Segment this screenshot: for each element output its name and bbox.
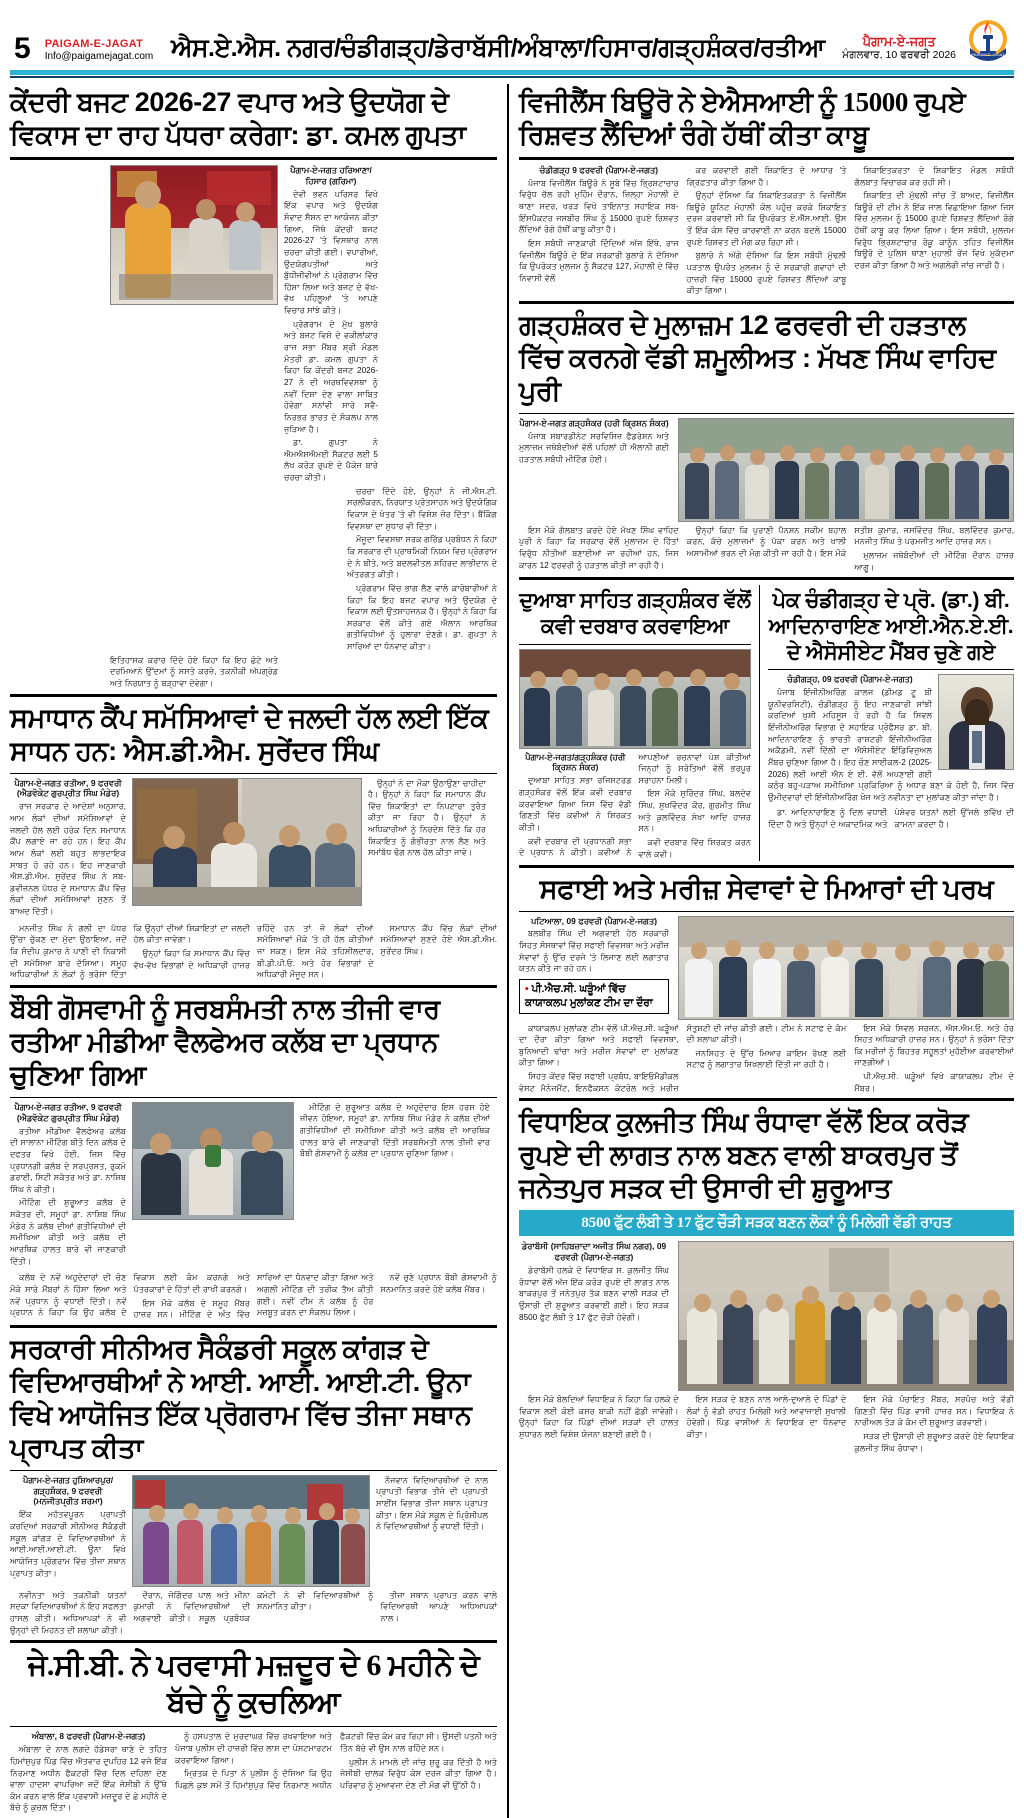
divider	[10, 773, 497, 774]
budget-para-1: ਦੇਵੀ ਭਵਨ ਪਰਿਸਰ ਵਿਖੇ ਇੱਕ ਵਪਾਰ ਅਤੇ ਉਦਯੋਗ ਸੰਵਾਦ ਸੈਸ਼ਨ ਦਾ ਆਯੋਜਨ ਕੀਤਾ ਗਿਆ, ਜਿੱਥੇ ਕੇਂਦਰੀ ਬਜਟ 2026-27 'ਤੇ ਵਿਸਥਾਰ ਨਾਲ ਚਰਚਾ ਕੀਤੀ ਗਈ। ਵਪਾਰੀਆਂ, ਉਦਯੋਗਪਤੀਆਂ ਅਤੇ ਬੁੱਧੀਜੀਵੀਆਂ ਨੇ ਪ੍ਰੋਗਰਾਮ ਵਿੱਚ ਹਿੱਸਾ ਲਿਆ ਅਤੇ ਬਜਟ ਦੇ ਵੱਖ-ਵੱਖ ਪਹਿਲੂਆਂ 'ਤੇ ਆਪਣੇ ਵਿਚਾਰ ਸਾਂਝੇ ਕੀਤੇ।	[284, 189, 378, 316]
bobby-dateline: ਪੈਗਾਮ-ਏ-ਜਗਤ ਰਤੀਆ, 9 ਫਰਵਰੀ (ਐਡਵੋਕੇਟ ਗੁਰਪ੍ਰੀਤ ਸਿੰਘ ਮੰਡੇਰ)	[14, 1101, 122, 1123]
bobby-photo	[132, 1102, 294, 1220]
school-dateline: ਪੈਗਾਮ-ਏ-ਜਗਤ ਹੁਸ਼ਿਆਰਪੁਰ/ਗੜ੍ਹਸ਼ੰਕਰ, 9 ਫਰਵਰੀ (ਮਨਜੀਤਪ੍ਰੀਤ ਸ਼ਰਮਾ)	[22, 1474, 114, 1507]
safai-para-2: ਕਾਯਾਕਲਪ ਮੁਲਾਂਕਣ ਟੀਮ ਵੱਲੋਂ ਪੀ.ਐਚ.ਸੀ. ਘੜੂੰਆਂ ਦਾ ਦੌਰਾ ਕੀਤਾ ਗਿਆ ਅਤੇ ਸਫਾਈ ਵਿਵਸਥਾ, ਬੁਨਿਆਦੀ ਢਾਂਚਾ ਅਤੇ ਮਰੀਜ਼ ਸੇਵਾਵਾਂ ਦਾ ਮੁਲਾਂਕਣ ਕੀਤਾ ਗਿਆ।	[519, 1023, 679, 1068]
strike-caption: ਮੁਲਾਜ਼ਮ ਜਥੇਬੰਦੀਆਂ ਦੀ ਮੀਟਿੰਗ ਦੌਰਾਨ ਹਾਜ਼ਰ ਆਗੂ।	[854, 551, 1014, 572]
jcb-para-4: ਪੁਲੀਸ ਨੇ ਮਾਮਲੇ ਦੀ ਜਾਂਚ ਸ਼ੁਰੂ ਕਰ ਦਿੱਤੀ ਹੈ ਅਤੇ ਜੇਸੀਬੀ ਚਾਲਕ ਵਿਰੁੱਧ ਕੇਸ ਦਰਜ ਕੀਤਾ ਗਿਆ ਹੈ। ਪਰਿਵਾਰ ਨੂੰ ਮੁਆਵਜ਼ਾ ਦੇਣ ਦੀ ਮੰਗ ਵੀ ਉੱਠੀ ਹੈ।	[340, 1757, 497, 1790]
vigilance-para-4: ਉਨ੍ਹਾਂ ਦੱਸਿਆ ਕਿ ਸ਼ਿਕਾਇਤਕਰਤਾ ਨੇ ਵਿਜੀਲੈਂਸ ਬਿਊਰੋ ਯੂਨਿਟ ਮੋਹਾਲੀ ਕੋਲ ਪਹੁੰਚ ਕਰਕੇ ਸ਼ਿਕਾਇਤ ਦਰਜ ਕਰਵਾਈ ਸੀ ਕਿ ਉਪਰੋਕਤ ਏ.ਐੱਸ.ਆਈ. ਉਸ ਤੋਂ ਇੱਕ ਕੇਸ ਵਿੱਚ ਕਾਰਵਾਈ ਨਾ ਕਰਨ ਬਦਲੇ 15000 ਰੁਪਏ ਰਿਸ਼ਵਤ ਦੀ ਮੰਗ ਕਰ ਰਿਹਾ ਸੀ।	[686, 191, 847, 247]
budget-photo	[110, 165, 278, 305]
samadhan-para-3: ਮਨਜੀਤ ਸਿੰਘ ਨੇ ਗਲੀ ਦਾ ਪੱਧਰ ਉੱਚਾ ਚੁੱਕਣ ਦਾ ਮੁੱਦਾ ਉਠਾਇਆ, ਜਦੋਂ ਕਿ ਸੰਦੀਪ ਕੁਮਾਰ ਨੇ ਪਾਣੀ ਦੀ ਨਿਕਾਸੀ ਦੀ ਸਮੱਸਿਆ ਬਾਰੇ ਦੱਸਿਆ। ਸਮੂਹ ਅਧਿਕਾਰੀਆਂ ਨੇ ਲੋਕਾਂ ਨੂੰ ਭਰੋਸਾ ਦਿੱਤਾ ਕਿ ਉਨ੍ਹਾਂ ਦੀਆਂ ਸ਼ਿਕਾਇਤਾਂ ਦਾ ਜਲਦੀ ਹੱਲ ਕੀਤਾ ਜਾਵੇਗਾ।	[10, 923, 250, 980]
divider	[519, 301, 1014, 304]
safai-col1	[519, 916, 669, 1019]
article-kavi-darbar	[519, 585, 751, 860]
budget-para-6: ਪ੍ਰੋਗਰਾਮ ਵਿੱਚ ਭਾਗ ਲੈਣ ਵਾਲੇ ਕਾਰੋਬਾਰੀਆਂ ਨੇ ਕਿਹਾ ਕਿ ਇਹ ਬਜਟ ਵਪਾਰ ਅਤੇ ਉਦਯੋਗ ਦੇ ਵਿਕਾਸ ਲਈ ਉਤਸ਼ਾਹਜਨਕ ਹੈ। ਉਨ੍ਹਾਂ ਨੇ ਕਿਹਾ ਕਿ ਸਰਕਾਰ ਵੱਲੋਂ ਕੀਤੇ ਗਏ ਐਲਾਨ ਆਰਥਿਕ ਗਤੀਵਿਧੀਆਂ ਨੂੰ ਹੁਲਾਰਾ ਦੇਣਗੇ। ਡਾ. ਗੁਪਤਾ ਨੇ ਸਾਰਿਆਂ ਦਾ ਧੰਨਵਾਦ ਕੀਤਾ।	[347, 583, 498, 652]
kavi-caption: ਕਵੀ ਦਰਬਾਰ ਵਿੱਚ ਸ਼ਿਰਕਤ ਕਰਨ ਵਾਲੇ ਕਵੀ।	[638, 838, 752, 859]
vigilance-para-3: ਕਰ ਕਰਵਾਈ ਗਈ ਸ਼ਿਕਾਇਤ ਦੇ ਆਧਾਰ 'ਤੇ ਗ੍ਰਿਫ਼ਤਾਰ ਕੀਤਾ ਗਿਆ ਹੈ।	[686, 165, 847, 187]
page-number: 5	[14, 32, 31, 65]
bullet-dot-icon: •	[525, 982, 529, 995]
kavi-body	[519, 752, 751, 861]
school-col1	[10, 1475, 126, 1582]
bobby-para-4: ਕਲੱਬ ਦੇ ਨਵੇਂ ਅਹੁਦੇਦਾਰਾਂ ਦੀ ਚੋਣ ਮੌਕੇ ਸਾਰੇ ਮੈਂਬਰਾਂ ਨੇ ਹਿੱਸਾ ਲਿਆ ਅਤੇ ਨਵੇਂ ਪ੍ਰਧਾਨ ਨੂੰ ਵਧਾਈ ਦਿੱਤੀ। ਨਵੇਂ ਪ੍ਰਧਾਨ ਨੇ ਕਿਹਾ ਕਿ ਉਹ ਕਲੱਬ ਦੇ ਵਿਕਾਸ ਲਈ ਕੰਮ ਕਰਨਗੇ ਅਤੇ ਪੱਤਰਕਾਰਾਂ ਦੇ ਹਿੱਤਾਂ ਦੀ ਰਾਖੀ ਕਰਨਗੇ।	[10, 1273, 250, 1318]
jcb-headline: ਜੇ.ਸੀ.ਬੀ. ਨੇ ਪਰਵਾਸੀ ਮਜ਼ਦੂਰ ਦੇ 6 ਮਹੀਨੇ ਦੇ ਬੱਚੇ ਨੂੰ ਕੁਚਲਿਆ	[27, 1649, 480, 1719]
safai-para-4: ਜਨਸਿਹਤ ਦੇ ਉੱਚ ਮਿਆਰ ਕਾਇਮ ਰੱਖਣ ਲਈ ਸਟਾਫ ਨੂੰ ਲਗਾਤਾਰ ਸਿਖਲਾਈ ਦਿੱਤੀ ਜਾ ਰਹੀ ਹੈ।	[686, 1048, 847, 1070]
vigilance-para-5: ਬੁਲਾਰੇ ਨੇ ਅੱਗੇ ਦੱਸਿਆ ਕਿ ਇਸ ਸਬੰਧੀ ਮੁੱਢਲੀ ਪੜਤਾਲ ਉਪਰੰਤ ਮੁਲਜ਼ਮ ਨੂੰ ਦੋ ਸਰਕਾਰੀ ਗਵਾਹਾਂ ਦੀ ਹਾਜ਼ਰੀ ਵਿੱਚ 15000 ਰੁਪਏ ਰਿਸ਼ਵਤ ਲੈਂਦਿਆਂ ਕਾਬੂ ਕੀਤਾ ਗਿਆ।	[686, 251, 847, 296]
samadhan-para-2: ਉਨ੍ਹਾਂ ਨੇ ਦਾ ਮੌਕਾ ਉਠਾਉਣਾ ਚਾਹੀਦਾ ਹੈ। ਉਨ੍ਹਾਂ ਨੇ ਕਿਹਾ ਕਿ ਸਮਾਧਾਨ ਕੈਂਪ ਵਿੱਚ ਸ਼ਿਕਾਇਤਾਂ ਦਾ ਨਿਪਟਾਰਾ ਤੁਰੰਤ ਕੀਤਾ ਜਾ ਰਿਹਾ ਹੈ। ਉਨ੍ਹਾਂ ਨੇ ਅਧਿਕਾਰੀਆਂ ਨੂੰ ਨਿਰਦੇਸ਼ ਦਿੱਤੇ ਕਿ ਹਰ ਸ਼ਿਕਾਇਤ ਨੂੰ ਗੰਭੀਰਤਾ ਨਾਲ ਲੈਣ ਅਤੇ ਸਮਾਂਬੱਧ ਢੰਗ ਨਾਲ ਹੱਲ ਕੀਤਾ ਜਾਵੇ।	[368, 778, 486, 858]
budget-headline: ਕੇਂਦਰੀ ਬਜਟ 2026-27 ਵਪਾਰ ਅਤੇ ਉਦਯੋਗ ਦੇ ਵਿਕਾਸ ਦਾ ਰਾਹ ਪੱਧਰਾ ਕਰੇਗਾ: ਡਾ. ਕਮਲ ਗੁਪਤਾ	[10, 87, 466, 150]
bobby-para-1: ਰਤੀਆ ਮੀਡੀਆ ਵੈਲਫੇਅਰ ਕਲੱਬ ਦੀ ਸਾਲਾਨਾ ਮੀਟਿੰਗ ਬੀਤੇ ਦਿਨ ਕਲੱਬ ਦੇ ਦਫਤਰ ਵਿਖੇ ਹੋਈ, ਜਿਸ ਵਿੱਚ ਪ੍ਰਧਾਨਗੀ ਕਲੱਬ ਦੇ ਸਰਪ੍ਰਸਤ, ਰੁਕਮੋ ਡਰਾਈ, ਸਿਟੀ ਸਕੱਤਰ ਅਤੇ ਡਾ. ਨਾਸ਼ਿਬ ਸਿੰਘ ਨੇ ਕੀਤੀ।	[10, 1126, 126, 1194]
jcb-para-1: ਅੰਬਾਲਾ ਦੇ ਨਾਲ ਲਗਦੇ ਹੱਡੇਸਰਾ ਥਾਣੇ ਦੇ ਤਹਿਤ ਹਿਮਾਂਸ਼ੁਪੁਰ ਪਿੰਡ ਵਿੱਚ ਐਤਵਾਰ ਦੁਪਹਿਰ 12 ਵਜੇ ਇੱਕ ਨਿਰਮਾਣ ਅਧੀਨ ਫੈਕਟਰੀ ਵਿੱਚ ਦਿਲ ਦਹਿਲਾ ਦੇਣ ਵਾਲਾ ਹਾਦਸਾ ਵਾਪਰਿਆ ਜਦੋਂ ਇੱਕ ਜੇਸੀਬੀ ਨੇ ਉੱਥੇ ਕੰਮ ਕਰਨ ਵਾਲੇ ਇੱਕ ਪ੍ਰਵਾਸੀ ਮਜ਼ਦੂਰ ਦੇ ਛੇ ਮਹੀਨੇ ਦੇ ਬੱਚੇ ਨੂੰ ਕੁਚਲ ਦਿੱਤਾ।	[10, 1745, 167, 1813]
safai-para-3: ਸਿਹਤ ਕੇਂਦਰ ਵਿੱਚ ਸਫਾਈ ਪ੍ਰਬੰਧ, ਬਾਇਓਮੈਡੀਕਲ ਵੇਸਟ ਮੈਨੇਜਮੈਂਟ, ਇਨਫੈਕਸ਼ਨ ਕੰਟਰੋਲ ਅਤੇ ਮਰੀਜ਼ ਸੰਤੁਸ਼ਟੀ ਦੀ ਜਾਂਚ ਕੀਤੀ ਗਈ। ਟੀਮ ਨੇ ਸਟਾਫ ਦੇ ਕੰਮ ਦੀ ਸ਼ਲਾਘਾ ਕੀਤੀ।	[519, 1023, 847, 1093]
masthead-cyan-rule	[10, 70, 1014, 75]
strike-lower	[519, 525, 1014, 574]
article-jcb	[10, 1648, 497, 1814]
sub-column-divider	[759, 585, 760, 860]
budget-para-5: ਮੌਜੂਦਾ ਵਿਵਸਥਾ ਸਰਕ ਗਰਿੱਡ ਪ੍ਰਬੰਧਨ ਨੇ ਕਿਹਾ ਕਿ ਸਰਕਾਰ ਦੀ ਪ੍ਰਾਥਮਿਕੀ ਨਿਯਮ ਵਿਚ ਪ੍ਰੋਗਰਾਮ ਦੇ ਨੇ ਬੀਤੇ, ਅਤੇ ਬਦਲਵੀਤਲ ਸ਼ਹਿਰਦ ਲਾਭੀਦਾਨ ਦੇ ਅੰਤਰਗਤ ਕੀਤੀ।	[347, 535, 498, 580]
safai-bullet-box	[519, 979, 669, 1014]
dual-article-row	[519, 585, 1014, 860]
samadhan-photo	[132, 778, 362, 906]
road-headline: ਵਿਧਾਇਕ ਕੁਲਜੀਤ ਸਿੰਘ ਰੰਧਾਵਾ ਵੱਲੋਂ ਇਕ ਕਰੋੜ ਰੁਪਏ ਦੀ ਲਾਗਤ ਨਾਲ ਬਣਨ ਵਾਲੀ ਬਾਕਰਪੁਰ ਤੋਂ ਜਨੇਤਪੁਰ ਸੜਕ ਦੀ ਉਸਾਰੀ ਦੀ ਸ਼ੁਰੂਆਤ	[519, 1107, 969, 1204]
bobby-caption: ਨਵੇਂ ਚੁਣੇ ਪ੍ਰਧਾਨ ਬੌਬੀ ਗੋਸਵਾਮੀ ਨੂੰ ਸਨਮਾਨਿਤ ਕਰਦੇ ਹੋਏ ਕਲੱਬ ਮੈਂਬਰ।	[380, 1273, 497, 1294]
bobby-headline: ਬੌਬੀ ਗੋਸਵਾਮੀ ਨੂੰ ਸਰਬਸੰਮਤੀ ਨਾਲ ਤੀਜੀ ਵਾਰ ਰਤੀਆ ਮੀਡੀਆ ਵੈਲਫੇਅਰ ਕਲੱਬ ਦਾ ਪ੍ਰਧਾਨ ਚੁਣਿਆ ਗਿਆ	[10, 993, 440, 1090]
vigilance-body	[519, 165, 1014, 297]
brand-name: PAIGAM-E-JAGAT	[44, 37, 144, 50]
safai-photo	[678, 916, 1014, 1020]
kavi-para-2: ਕਵੀ ਦਰਬਾਰ ਦੀ ਪ੍ਰਧਾਨਗੀ ਸਭਾ ਦੇ ਪ੍ਰਧਾਨ ਨੇ ਕੀਤੀ। ਕਵੀਆਂ ਨੇ ਆਪਣੀਆਂ ਰਚਨਾਵਾਂ ਪੇਸ਼ ਕੀਤੀਆਂ ਜਿਨ੍ਹਾਂ ਨੂੰ ਸਰੋਤਿਆਂ ਵੱਲੋਂ ਭਰਪੂਰ ਸਰਾਹਨਾ ਮਿਲੀ।	[519, 752, 752, 858]
divider	[768, 669, 1014, 670]
vigilance-dateline: ਚੰਡੀਗੜ੍ਹ 9 ਫਰਵਰੀ (ਪੈਗਾਮ-ਏ-ਜਗਤ)	[539, 164, 659, 175]
road-photo	[678, 1241, 1014, 1391]
bobby-col1	[10, 1102, 126, 1270]
vigilance-para-1: ਪੰਜਾਬ ਵਿਜੀਲੈਂਸ ਬਿਊਰੋ ਨੇ ਸੂਬੇ ਵਿੱਚ ਭ੍ਰਿਸ਼ਟਾਚਾਰ ਵਿਰੁੱਧ ਚੱਲ ਰਹੀ ਮੁਹਿੰਮ ਦੌਰਾਨ, ਜ਼ਿਲ੍ਹਾ ਮੋਹਾਲੀ ਦੇ ਥਾਣਾ ਸਦਰ, ਖਰੜ ਵਿਖੇ ਤਾਇਨਾਤ ਸਹਾਇਕ ਸਬ-ਇੰਸਪੈਕਟਰ ਜਸਬੀਰ ਸਿੰਘ ਨੂੰ 15000 ਰੁਪਏ ਰਿਸ਼ਵਤ ਲੈਂਦਿਆਂ ਰੰਗੇ ਹੱਥੀਂ ਕਾਬੂ ਕੀਤਾ ਹੈ।	[519, 178, 679, 235]
strike-headline: ਗੜ੍ਹਸ਼ੰਕਰ ਦੇ ਮੁਲਾਜ਼ਮ 12 ਫਰਵਰੀ ਦੀ ਹੜਤਾਲ ਵਿੱਚ ਕਰਨਗੇ ਵੱਡੀ ਸ਼ਮੂਲੀਅਤ : ਮੱਖਣ ਸਿੰਘ ਵਾਹਿਦ ਪੁਰੀ	[519, 309, 996, 406]
safai-para-5: ਇਸ ਮੌਕੇ ਸਿਵਲ ਸਰਜਨ, ਐਸ.ਐਮ.ਓ. ਅਤੇ ਹੋਰ ਸਿਹਤ ਅਧਿਕਾਰੀ ਹਾਜ਼ਰ ਸਨ। ਉਨ੍ਹਾਂ ਨੇ ਭਰੋਸਾ ਦਿੱਤਾ ਕਿ ਮਰੀਜ਼ਾਂ ਨੂੰ ਬਿਹਤਰ ਸਹੂਲਤਾਂ ਮੁਹੱਈਆ ਕਰਵਾਈਆਂ ਜਾਣਗੀਆਂ।	[854, 1023, 1014, 1068]
school-col2	[376, 1475, 488, 1535]
strike-para-1: ਪੰਜਾਬ ਸਬਾਰਡੀਨੇਟ ਸਰਵਿਸਿਜ਼ ਫੈਡਰੇਸ਼ਨ ਅਤੇ ਮੁਲਾਜ਼ਮ ਜਥੇਬੰਦੀਆਂ ਵੱਲੋਂ ਪਹਿਲਾਂ ਹੀ ਐਲਾਨੀ ਗਈ ਹੜਤਾਲ ਸਬੰਧੀ ਮੀਟਿੰਗ ਹੋਈ।	[519, 431, 670, 464]
brand-block	[45, 38, 154, 64]
road-para-2: ਇਸ ਮੌਕੇ ਬੋਲਦਿਆਂ ਵਿਧਾਇਕ ਨੇ ਕਿਹਾ ਕਿ ਹਲਕੇ ਦੇ ਵਿਕਾਸ ਲਈ ਕੋਈ ਕਸਰ ਬਾਕੀ ਨਹੀਂ ਛੱਡੀ ਜਾਵੇਗੀ। ਉਨ੍ਹਾਂ ਕਿਹਾ ਕਿ ਪਿੰਡਾਂ ਦੀਆਂ ਸੜਕਾਂ ਦੀ ਹਾਲਤ ਸੁਧਾਰਨ ਲਈ ਵਿਸ਼ੇਸ਼ ਯੋਜਨਾ ਬਣਾਈ ਗਈ ਹੈ।	[519, 1395, 679, 1440]
strike-photo	[678, 418, 1014, 522]
budget-col2	[347, 486, 497, 655]
bobby-para-5: ਇਸ ਮੌਕੇ ਕਲੱਬ ਦੇ ਸਮੂਹ ਮੈਂਬਰ ਹਾਜ਼ਰ ਸਨ। ਮੀਟਿੰਗ ਦੇ ਅੰਤ ਵਿੱਚ ਸਾਰਿਆਂ ਦਾ ਧੰਨਵਾਦ ਕੀਤਾ ਗਿਆ ਅਤੇ ਅਗਲੀ ਮੀਟਿੰਗ ਦੀ ਤਰੀਕ ਤੈਅ ਕੀਤੀ ਗਈ। ਨਵੀਂ ਟੀਮ ਨੇ ਕਲੱਬ ਨੂੰ ਹੋਰ ਮਜ਼ਬੂਤ ਕਰਨ ਦਾ ਸੰਕਲਪ ਲਿਆ।	[133, 1273, 374, 1320]
budget-para-4: ਚਰਚਾ ਦਿੰਦੇ ਹੋਏ, ਉਨ੍ਹਾਂ ਨੇ ਜੀ.ਐਸ.ਟੀ. ਸਰਲੀਕਰਨ, ਨਿਰਯਾਤ ਪ੍ਰੋਤਸਾਹਨ ਅਤੇ ਉਦਯੋਗਿਕ ਵਿਕਾਸ ਦੇ ਖੇਤਰ 'ਤੇ ਵੀ ਵਿਸ਼ੇਸ਼ ਜ਼ੋਰ ਦਿੱਤਾ। ਬੈਂਕਿੰਗ ਵਿਵਸਥਾ ਦਾ ਸੁਧਾਰ ਵੀ ਦਿੱਤਾ।	[347, 486, 498, 531]
school-para-1: ਇੱਕ ਮਹੱਤਵਪੂਰਨ ਪ੍ਰਾਪਤੀ ਕਰਦਿਆਂ ਸਰਕਾਰੀ ਸੀਨੀਅਰ ਸੈਕੰਡਰੀ ਸਕੂਲ ਕਾਂਗੜ ਦੇ ਵਿਦਿਆਰਥੀਆਂ ਨੇ ਆਈ.ਆਈ.ਆਈ.ਟੀ. ਊਨਾ ਵਿਖੇ ਆਯੋਜਿਤ ਪ੍ਰੋਗਰਾਮ ਵਿੱਚ ਤੀਜਾ ਸਥਾਨ ਪ੍ਰਾਪਤ ਕੀਤਾ।	[10, 1510, 126, 1578]
masthead-right	[842, 34, 956, 64]
article-garhshankar-strike	[519, 309, 1014, 573]
safai-para-1: ਬਲਬੀਰ ਸਿੰਘ ਦੀ ਅਗਵਾਈ ਹੇਠ ਸਰਕਾਰੀ ਸਿਹਤ ਸੰਸਥਾਵਾਂ ਵਿੱਚ ਸਫਾਈ ਵਿਵਸਥਾ ਅਤੇ ਮਰੀਜ਼ ਸੇਵਾਵਾਂ ਨੂੰ ਉੱਚ ਦਰਜੇ 'ਤੇ ਲਿਜਾਣ ਲਈ ਲਗਾਤਾਰ ਯਤਨ ਕੀਤੇ ਜਾ ਰਹੇ ਹਨ।	[519, 929, 670, 974]
vigilance-para-7: ਸ਼ਿਕਾਇਤ ਦੀ ਮੁੱਢਲੀ ਜਾਂਚ ਤੋਂ ਬਾਅਦ, ਵਿਜੀਲੈਂਸ ਬਿਊਰੋ ਦੀ ਟੀਮ ਨੇ ਇੱਕ ਜਾਲ ਵਿਛਾਇਆ ਗਿਆ ਜਿਸ ਵਿੱਚ ਮੁਲਜ਼ਮ ਨੂੰ 15000 ਰੁਪਏ ਰਿਸ਼ਵਤ ਲੈਂਦਿਆਂ ਰੰਗੇ ਹੱਥੀਂ ਕਾਬੂ ਕਰ ਲਿਆ ਗਿਆ। ਇਸ ਸਬੰਧੀ, ਮੁਲਜ਼ਮ ਵਿਰੁੱਧ ਭ੍ਰਿਸ਼ਟਾਚਾਰ ਰੋਕੂ ਕਾਨੂੰਨ ਤਹਿਤ ਵਿਜੀਲੈਂਸ ਬਿਊਰੋ ਦੇ ਪੁਲਿਸ ਥਾਣਾ ਮੁਹਾਲੀ ਰੇਂਜ ਵਿਖੇ ਮੁਕੱਦਮਾ ਦਰਜ ਕੀਤਾ ਗਿਆ ਹੈ ਅਤੇ ਅਗਲੇਰੀ ਜਾਂਚ ਜਾਰੀ ਹੈ।	[854, 191, 1014, 270]
budget-dateline: ਪੈਗਾਮ-ਏ-ਜਗਤ ਹਰਿਆਣਾ/ਹਿਸਾਰ (ਗਰਿਮਾ)	[290, 164, 372, 186]
school-headline: ਸਰਕਾਰੀ ਸੀਨੀਅਰ ਸੈਕੰਡਰੀ ਸਕੂਲ ਕਾਂਗੜ ਦੇ ਵਿਦਿਆਰਥੀਆਂ ਨੇ ਆਈ. ਆਈ. ਆਈ.ਟੀ. ਊਨਾ ਵਿਖੇ ਆਯੋਜਿਤ ਇੱਕ ਪ੍ਰੋਗਰਾਮ ਵਿੱਚ ਤੀਜਾ ਸਥਾਨ ਪ੍ਰਾਪਤ ਕੀਤਾ	[10, 1333, 472, 1463]
safai-dateline: ਪਟਿਆਲਾ, 09 ਫਰਵਰੀ (ਪੈਗਾਮ-ਏ-ਜਗਤ)	[531, 915, 658, 926]
safai-headline: ਸਫਾਈ ਅਤੇ ਮਰੀਜ਼ ਸੇਵਾਵਾਂ ਦੇ ਮਿਆਰਾਂ ਦੀ ਪਰਖ	[539, 873, 994, 904]
samadhan-col2	[368, 778, 486, 861]
school-para-4: ਦੌਰਾਨ, ਜੋਗਿੰਦਰ ਪਾਲ ਅਤੇ ਮੀਨਾ ਕੁਮਾਰੀ ਨੇ ਵਿਦਿਆਰਥੀਆਂ ਦੀ ਅਗਵਾਈ ਕੀਤੀ। ਸਕੂਲ ਪ੍ਰਬੰਧਕ ਕਮੇਟੀ ਨੇ ਵੀ ਵਿਦਿਆਰਥੀਆਂ ਨੂੰ ਸਨਮਾਨਿਤ ਕੀਤਾ।	[133, 1590, 374, 1623]
column-divider	[507, 84, 509, 1818]
bobby-para-2: ਮੀਟਿੰਗ ਦੀ ਸ਼ੁਰੂਆਤ ਕਲੱਬ ਦੇ ਸਕੱਤਰ ਦੀ, ਸਮੂਹਾਂ ਡਾ. ਨਾਸ਼ਿਬ ਸਿੰਘ ਮੰਡੇਰ ਨੇ ਕਲੱਬ ਦੀਆਂ ਗਤੀਵਿਧੀਆਂ ਦੀ ਸਮੀਖਿਆ ਕੀਤੀ ਅਤੇ ਕਲੱਬ ਦੀ ਆਰਥਿਕ ਹਾਲਤ ਬਾਰੇ ਵੀ ਜਾਣਕਾਰੀ ਦਿੱਤੀ।	[10, 1198, 126, 1266]
bobby-lower	[10, 1272, 497, 1321]
logo-wordmark: ਪੈਗਾਮ-ਏ-ਜਗਤ	[862, 33, 936, 49]
samadhan-para-1: ਰਾਜ ਸਰਕਾਰ ਦੇ ਆਦੇਸ਼ਾਂ ਅਨੁਸਾਰ, ਆਮ ਲੋਕਾਂ ਦੀਆਂ ਸਮੱਸਿਆਵਾਂ ਦੇ ਜਲਦੀ ਹੱਲ ਲਈ ਹਰੇਕ ਦਿਨ ਸਮਾਧਾਨ ਕੈਂਪ ਲਗਾਏ ਜਾ ਰਹੇ ਹਨ। ਇਹ ਕੈਂਪ ਆਮ ਲੋਕਾਂ ਲਈ ਬਹੁਤ ਲਾਭਦਾਇਕ ਸਾਬਤ ਹੋ ਰਹੇ ਹਨ। ਇਹ ਜਾਣਕਾਰੀ ਐਸ.ਡੀ.ਐਮ. ਸੁਰੇਂਦਰ ਸਿੰਘ ਨੇ ਸਬ-ਡਵੀਜ਼ਨਲ ਪੱਧਰ ਦੇ ਸਮਾਧਾਨ ਕੈਂਪ ਵਿੱਚ ਲੋਕਾਂ ਦੀਆਂ ਸਮੱਸਿਆਵਾਂ ਸੁਣਨ ਤੋਂ ਬਾਅਦ ਦਿੱਤੀ।	[10, 802, 126, 917]
budget-para-3: ਡਾ. ਗੁਪਤਾ ਨੇ ਐਮਐਸਐਮਈ ਸੈਕਟਰ ਲਈ 5 ਲੱਖ ਕਰੋੜ ਰੁਪਏ ਦੇ ਪੈਕੇਜ ਬਾਰੇ ਚਰਚਾ ਕੀਤੀ।	[284, 438, 378, 483]
samadhan-lower	[10, 923, 497, 981]
divider	[519, 911, 1014, 912]
logo-date: ਮੰਗਲਵਾਰ, 10 ਫਰਵਰੀ 2026	[842, 49, 956, 62]
road-para-3: ਇਸ ਸੜਕ ਦੇ ਬਣਨ ਨਾਲ ਆਲੇ-ਦੁਆਲੇ ਦੇ ਪਿੰਡਾਂ ਦੇ ਲੋਕਾਂ ਨੂੰ ਵੱਡੀ ਰਾਹਤ ਮਿਲੇਗੀ ਅਤੇ ਆਵਾਜਾਈ ਸੁਖਾਲੀ ਹੋਵੇਗੀ। ਪਿੰਡ ਵਾਸੀਆਂ ਨੇ ਵਿਧਾਇਕ ਦਾ ਧੰਨਵਾਦ ਕੀਤਾ।	[686, 1395, 847, 1440]
pec-headline: ਪੇਕ ਚੰਡੀਗੜ੍ਹ ਦੇ ਪ੍ਰੋ. (ਡਾ.) ਬੀ. ਆਦਿਨਾਰਾਇਣ ਆਈ.ਐਨ.ਏ.ਈ. ਦੇ ਐਸੋਸੀਏਟ ਮੈਂਬਰ ਚੁਣੇ ਗਏ	[768, 589, 1014, 664]
safai-lower	[519, 1023, 1014, 1095]
safai-bullet-text: ਪੀ.ਐਚ.ਸੀ. ਘੜੂੰਆਂ ਵਿੱਚ ਕਾਯਾਕਲਪ ਮੁਲਾਂਕਣ ਟੀਮ ਦਾ ਦੌਰਾ	[525, 982, 653, 1009]
divider	[519, 413, 1014, 414]
masthead	[0, 0, 1024, 66]
budget-para-2: ਪ੍ਰੋਗਰਾਮ ਦੇ ਮੁੱਖ ਬੁਲਾਰੇ ਅਤੇ ਬਜਟ ਵਿਸ਼ੇ ਦੇ ਵਕੀਲਾਂਕਾਰ ਰਾਜ ਸਭਾ ਮੈਂਬਰ ਸ਼੍ਰੀ ਮੰਡਲ ਮੰਤਰੀ ਡਾ. ਕਮਲ ਗੁਪਤਾ ਨੇ ਕਿਹਾ ਕਿ ਕੇਂਦਰੀ ਬਜਟ 2026-27 ਨੇ ਦੀ ਅਰਥਵਿਵਸਥਾ ਨੂੰ ਨਵੀਂ ਦਿਸ਼ਾ ਦੇਣ ਵਾਲਾ ਸਾਬਿਤ ਹੋਵੇਗਾ ਸਨਾਂਵੀ ਸਾਰੇ ਸਵੈ-ਨਿਰਭਰ ਭਾਰਤ ਦੇ ਸੰਕਲਪ ਨਾਲ ਜੁੜਿਆ ਹੈ।	[284, 319, 378, 434]
divider	[10, 1640, 497, 1643]
divider	[10, 1470, 497, 1471]
samadhan-dateline: ਪੈਗਾਮ-ਏ-ਜਗਤ ਰਤੀਆ, 9 ਫਰਵਰੀ (ਐਡਵੋਕੇਟ ਗੁਰਪ੍ਰੀਤ ਸਿੰਘ ਮੰਡੇਰ)	[14, 777, 122, 799]
school-para-2: ਨੌਜਵਾਨ ਵਿਦਿਆਰਥੀਆਂ ਦੇ ਨਾਲ ਪ੍ਰਾਪਤੀ ਵਿਭਾਗ ਤੀਜੇ ਦੀ ਪ੍ਰਾਪਤੀ ਸਾਈਂਸ ਵਿਭਾਗ ਤੀਜਾ ਸਥਾਨ ਪ੍ਰਾਪਤ ਕੀਤਾ। ਇਸ ਮੌਕੇ ਸਕੂਲ ਦੇ ਪ੍ਰਿੰਸੀਪਲ ਨੇ ਵਿਦਿਆਰਥੀਆਂ ਨੂੰ ਵਧਾਈ ਦਿੱਤੀ।	[376, 1475, 488, 1532]
article-bobby	[10, 993, 497, 1321]
road-col1	[519, 1241, 669, 1325]
divider	[10, 694, 497, 697]
kavi-para-1: ਦੁਆਬਾ ਸਾਹਿਤ ਸਭਾ ਰਜਿਸਟਰਡ ਗੜ੍ਹਸ਼ੰਕਰ ਵੱਲੋਂ ਇੱਕ ਕਵੀ ਦਰਬਾਰ ਕਰਵਾਇਆ ਗਿਆ ਜਿਸ ਵਿੱਚ ਵੱਡੀ ਗਿਣਤੀ ਵਿੱਚ ਕਵੀਆਂ ਨੇ ਸ਼ਿਰਕਤ ਕੀਤੀ।	[519, 776, 632, 832]
road-banner: 8500 ਫੁੱਟ ਲੰਬੀ ਤੇ 17 ਫੁੱਟ ਚੌੜੀ ਸੜਕ ਬਣਨ ਲੋਕਾਂ ਨੂੰ ਮਿਲੇਗੀ ਵੱਡੀ ਰਾਹਤ	[519, 1210, 1014, 1236]
page-content	[0, 78, 1024, 1818]
road-lower	[519, 1394, 1014, 1454]
pec-portrait	[938, 674, 1014, 770]
divider	[519, 577, 1014, 580]
kavi-para-3: ਇਸ ਮੌਕੇ ਸੁਰਿੰਦਰ ਸਿੰਘ, ਬਲਦੇਵ ਸਿੰਘ, ਸੁਖਵਿੰਦਰ ਕੌਰ, ਗੁਰਮੀਤ ਸਿੰਘ ਅਤੇ ਕੁਲਵਿੰਦਰ ਸੇਖਾ ਆਦਿ ਹਾਜ਼ਰ ਸਨ।	[638, 789, 752, 834]
road-para-4: ਇਸ ਮੌਕੇ ਪੰਚਾਇਤ ਮੈਂਬਰ, ਸਰਪੰਚ ਅਤੇ ਵੱਡੀ ਗਿਣਤੀ ਵਿੱਚ ਪਿੰਡ ਵਾਸੀ ਹਾਜ਼ਰ ਸਨ। ਵਿਧਾਇਕ ਨੇ ਨਾਰੀਅਲ ਤੋੜ ਕੇ ਕੰਮ ਦੀ ਸ਼ੁਰੂਆਤ ਕਰਵਾਈ।	[854, 1395, 1014, 1428]
article-vigilance	[519, 86, 1014, 297]
article-samadhan	[10, 702, 497, 981]
torch-logo-icon	[966, 18, 1010, 64]
bobby-col2	[300, 1102, 490, 1162]
kavi-photo	[519, 649, 751, 749]
jcb-para-2: ਨੂੰ ਹਸਪਤਾਲ ਦੇ ਮੁਰਦਾਘਰ ਵਿੱਚ ਰਖਵਾਇਆ ਅਤੇ ਪੰਜਾਬ ਪੁਲੀਸ ਦੀ ਹਾਜ਼ਰੀ ਵਿੱਚ ਲਾਸ਼ ਦਾ ਪੋਸਟਮਾਰਟਮ ਕਰਵਾਇਆ ਗਿਆ।	[175, 1732, 332, 1765]
article-budget	[10, 86, 497, 690]
strike-col1	[519, 418, 669, 468]
vigilance-headline: ਵਿਜੀਲੈਂਸ ਬਿਊਰੋ ਨੇ ਏਐਸਆਈ ਨੂੰ 15000 ਰੁਪਏ ਰਿਸ਼ਵਤ ਲੈਂਦਿਆਂ ਰੰਗੇ ਹੱਥੀਂ ਕੀਤਾ ਕਾਬੂ	[519, 87, 966, 150]
divider	[10, 1726, 497, 1727]
strike-para-2: ਇਸ ਮੌਕੇ ਗੱਲਬਾਤ ਕਰਦੇ ਹੋਏ ਮੱਖਣ ਸਿੰਘ ਵਾਹਿਦ ਪੁਰੀ ਨੇ ਕਿਹਾ ਕਿ ਸਰਕਾਰ ਵੱਲੋਂ ਮੁਲਾਜ਼ਮ ਦੇ ਹਿੱਤਾਂ ਵਿਰੁੱਧ ਨੀਤੀਆਂ ਬਣਾਈਆਂ ਜਾ ਰਹੀਆਂ ਹਨ, ਜਿਸ ਕਾਰਨ 12 ਫਰਵਰੀ ਨੂੰ ਹੜਤਾਲ ਕੀਤੀ ਜਾ ਰਹੀ ਹੈ।	[519, 525, 679, 570]
road-caption: ਸੜਕ ਦੀ ਉਸਾਰੀ ਦੀ ਸ਼ੁਰੂਆਤ ਕਰਦੇ ਹੋਏ ਵਿਧਾਇਕ ਕੁਲਜੀਤ ਸਿੰਘ ਰੰਧਾਵਾ।	[854, 1432, 1014, 1453]
pec-para-2: ਡਾ. ਆਦਿਨਾਰਾਇਣ ਨੂੰ ਦਿਲ ਵਧਾਈ ਦਿੰਦਾ ਹੈ ਅਤੇ ਉਨ੍ਹਾਂ ਦੇ ਅਕਾਦਮਿਕ ਅਤੇ ਪੇਸ਼ੇਵਰ ਯਤਨਾਂ ਲਈ ਉੱਜਲੇ ਭਵਿੱਖ ਦੀ ਕਾਮਨਾ ਕਰਦਾ ਹੈ।	[768, 808, 1015, 830]
divider	[519, 157, 1014, 160]
school-lower	[10, 1590, 497, 1637]
kavi-dateline: ਪੈਗਾਮ-ਏ-ਜਗਤ/ਗੜ੍ਹਸ਼ੰਕਰ (ਹਰੀ ਕ੍ਰਿਸ਼ਨ ਸ਼ੰਕਰ)	[525, 751, 626, 773]
divider	[10, 157, 497, 160]
samadhan-headline: ਸਮਾਧਾਨ ਕੈਂਪ ਸਮੱਸਿਆਵਾਂ ਦੇ ਜਲਦੀ ਹੱਲ ਲਈ ਇੱਕ ਸਾਧਨ ਹਨ: ਐਸ.ਡੀ.ਐਮ. ਸੁਰੇਂਦਰ ਸਿੰਘ	[10, 702, 489, 766]
divider	[10, 1325, 497, 1328]
divider	[519, 1098, 1014, 1101]
jcb-dateline: ਅੰਬਾਲਾ, 8 ਫਰਵਰੀ (ਪੈਗਾਮ-ਏ-ਜਗਤ)	[31, 1731, 146, 1742]
brand-email: Info@paigamejagat.com	[44, 50, 154, 62]
school-caption: ਤੀਜਾ ਸਥਾਨ ਪ੍ਰਾਪਤ ਕਰਨ ਵਾਲੇ ਵਿਦਿਆਰਥੀ ਆਪਣੇ ਅਧਿਆਪਕਾਂ ਨਾਲ।	[380, 1590, 497, 1623]
school-photo	[132, 1475, 370, 1587]
samadhan-para-4: ਉਨ੍ਹਾਂ ਕਿਹਾ ਕਿ ਸਮਾਧਾਨ ਕੈਂਪ ਵਿੱਚ ਵੱਖ-ਵੱਖ ਵਿਭਾਗਾਂ ਦੇ ਅਧਿਕਾਰੀ ਹਾਜ਼ਰ ਰਹਿੰਦੇ ਹਨ ਤਾਂ ਜੋ ਲੋਕਾਂ ਦੀਆਂ ਸਮੱਸਿਆਵਾਂ ਮੌਕੇ 'ਤੇ ਹੀ ਹੱਲ ਕੀਤੀਆਂ ਜਾ ਸਕਣ। ਇਸ ਮੌਕੇ ਤਹਿਸੀਲਦਾਰ, ਬੀ.ਡੀ.ਪੀ.ਓ. ਅਤੇ ਹੋਰ ਵਿਭਾਗਾਂ ਦੇ ਅਧਿਕਾਰੀ ਮੌਜੂਦ ਸਨ।	[133, 923, 374, 980]
right-column	[519, 84, 1014, 1818]
article-safai	[519, 873, 1014, 1095]
jcb-body	[10, 1731, 497, 1814]
divider	[10, 985, 497, 988]
safai-caption: ਪੀ.ਐਚ.ਸੀ. ਘੜੂੰਆਂ ਵਿਖੇ ਕਾਯਾਕਲਪ ਟੀਮ ਦੇ ਮੈਂਬਰ।	[854, 1072, 1014, 1093]
strike-para-3: ਉਨ੍ਹਾਂ ਕਿਹਾ ਕਿ ਪੁਰਾਣੀ ਪੈਨਸ਼ਨ ਸਕੀਮ ਬਹਾਲ ਕਰਨ, ਕੱਚੇ ਮੁਲਾਜ਼ਮਾਂ ਨੂੰ ਪੱਕਾ ਕਰਨ ਅਤੇ ਖਾਲੀ ਅਸਾਮੀਆਂ ਭਰਨ ਦੀ ਮੰਗ ਕੀਤੀ ਜਾ ਰਹੀ ਹੈ। ਇਸ ਮੌਕੇ ਸਤੀਸ਼ ਕੁਮਾਰ, ਜਸਵਿੰਦਰ ਸਿੰਘ, ਬਲਵਿੰਦਰ ਕੁਮਾਰ, ਮਨਜੀਤ ਸਿੰਘ ਤੇ ਪਰਮਜੀਤ ਆਦਿ ਹਾਜ਼ਰ ਸਨ।	[686, 525, 1014, 559]
kavi-headline: ਦੁਆਬਾ ਸਾਹਿਤ ਗੜ੍ਹਸ਼ੰਕਰ ਵੱਲੋਂ ਕਵੀ ਦਰਬਾਰ ਕਰਵਾਇਆ	[519, 589, 751, 638]
pec-body2	[768, 807, 1014, 831]
road-dateline: ਡੇਰਾਬੱਸੀ (ਸਾਹਿਬਜ਼ਾਦਾ ਅਜੀਤ ਸਿੰਘ ਨਗਰ), 09 ਫਰਵਰੀ (ਪੈਗਾਮ-ਏ-ਜਗਤ)	[521, 1241, 667, 1263]
svg-text:PAIGAM-E-JAGAT: PAIGAM-E-JAGAT	[971, 52, 1005, 57]
vigilance-para-2: ਇਸ ਸਬੰਧੀ ਜਾਣਕਾਰੀ ਦਿੰਦਿਆਂ ਅੱਜ ਇੱਥੇ, ਰਾਜ ਵਿਜੀਲੈਂਸ ਬਿਊਰੋ ਦੇ ਇੱਕ ਸਰਕਾਰੀ ਬੁਲਾਰੇ ਨੇ ਦੱਸਿਆ ਕਿ ਉਪਰੋਕਤ ਮੁਲਜ਼ਮ ਨੂੰ ਸੈਕਟਰ 127, ਮੋਹਾਲੀ ਦੇ ਵਿੱਚ ਨਿਵਾਸੀ ਵੱਲੋਂ	[519, 239, 679, 283]
road-para-1: ਡੇਰਾਬੱਸੀ ਹਲਕੇ ਦੇ ਵਿਧਾਇਕ ਸ. ਕੁਲਜੀਤ ਸਿੰਘ ਰੰਧਾਵਾ ਵੱਲੋਂ ਅੱਜ ਇੱਕ ਕਰੋੜ ਰੁਪਏ ਦੀ ਲਾਗਤ ਨਾਲ ਬਾਕਰਪੁਰ ਤੋਂ ਜਨੇਤਪੁਰ ਤੱਕ ਬਣਨ ਵਾਲੀ ਸੜਕ ਦੀ ਉਸਾਰੀ ਦੀ ਸ਼ੁਰੂਆਤ ਕਰਵਾਈ ਗਈ। ਇਹ ਸੜਕ 8500 ਫੁੱਟ ਲੰਬੀ ਤੇ 17 ਫੁੱਟ ਚੌੜੀ ਹੋਵੇਗੀ।	[519, 1266, 670, 1322]
jcb-para-3: ਮ੍ਰਿਤਕ ਦੇ ਪਿਤਾ ਨੇ ਪੁਲੀਸ ਨੂੰ ਦੱਸਿਆ ਕਿ ਉਹ ਪਿਛਲੇ ਕੁਝ ਸਮੇਂ ਤੋਂ ਹਿਮਾਂਸ਼ੁਪੁਰ ਵਿੱਚ ਨਿਰਮਾਣ ਅਧੀਨ ਫੈਕਟਰੀ ਵਿੱਚ ਕੰਮ ਕਰ ਰਿਹਾ ਸੀ। ਉਸਦੀ ਪਤਨੀ ਅਤੇ ਤਿੰਨ ਬੱਚੇ ਵੀ ਉਸ ਨਾਲ ਰਹਿੰਦੇ ਸਨ।	[175, 1732, 497, 1790]
article-road	[519, 1106, 1014, 1454]
left-column	[10, 84, 497, 1818]
article-school	[10, 1333, 497, 1636]
samadhan-caption: ਸਮਾਧਾਨ ਕੈਂਪ ਵਿੱਚ ਲੋਕਾਂ ਦੀਆਂ ਸਮੱਸਿਆਵਾਂ ਸੁਣਦੇ ਹੋਏ ਐਸ.ਡੀ.ਐਮ. ਸੁਰੇਂਦਰ ਸਿੰਘ।	[380, 923, 497, 957]
budget-col1	[284, 165, 378, 486]
budget-photo-caption: ਇਤਿਹਾਸਕ ਕਰਾਰ ਦਿੰਦੇ ਹੋਏ ਕਿਹਾ ਕਿ ਇਹ ਛੋਟੇ ਅਤੇ ਦਰਮਿਆਨੇ ਉੱਦਮਾਂ ਨੂੰ ਸਸਤੇ ਕਰਜ਼ੇ, ਤਕਨੀਕੀ ਅੱਪਗ੍ਰੇਡ ਅਤੇ ਨਿਰਯਾਤ ਨੂੰ ਬੜ੍ਹਾਵਾ ਦੇਵੇਗਾ।	[110, 655, 278, 688]
pec-para-1: ਪੰਜਾਬ ਇੰਜੀਨੀਅਰਿੰਗ ਕਾਲਜ (ਡੀਮਡ ਟੂ ਬੀ ਯੂਨੀਵਰਸਿਟੀ), ਚੰਡੀਗੜ੍ਹ ਨੂੰ ਇਹ ਜਾਣਕਾਰੀ ਸਾਂਝੀ ਕਰਦਿਆਂ ਖੁਸ਼ੀ ਮਹਿਸੂਸ ਹੋ ਰਹੀ ਹੈ ਕਿ ਸਿਵਲ ਇੰਜੀਨੀਅਰਿੰਗ ਵਿਭਾਗ ਦੇ ਸਹਾਇਕ ਪ੍ਰੋਫੈਸਰ ਡਾ. ਬੀ. ਆਦਿਨਾਰਾਇਣ ਨੂੰ ਭਾਰਤੀ ਰਾਸ਼ਟਰੀ ਇੰਜੀਨੀਅਰਿੰਗ ਅਕੈਡਮੀ, ਨਵੀਂ ਦਿੱਲੀ ਦਾ ਐਸੋਸੀਏਟ ਇੰਡਿਵਿਜੁਅਲ ਮੈਂਬਰ ਚੁਣਿਆ ਗਿਆ ਹੈ। ਇਹ ਚੋਣ ਸਾਈਕਲ-2 (2025-2026) ਲਈ ਆਈ ਐਨ ਏ ਈ. ਵੱਲੋਂ ਅਪਣਾਈ ਗਈ ਕਠੋਰ ਬਹੁ-ਪੜਾਅ ਸਮੀਖਿਆ ਪ੍ਰਕਿਰਿਆ ਨੂੰ ਅਧਾਰ ਬਣਾ ਕੇ ਹੋਈ ਹੈ, ਜਿਸ ਵਿੱਚ ਉਮੀਦਵਾਰਾਂ ਦੀ ਇੰਜੀਨੀਅਰਿੰਗ ਖੋਜ ਅਤੇ ਨਵੀਨਤਾ ਦਾ ਮੁਲਾਂਕਣ ਕੀਤਾ ਜਾਂਦਾ ਹੈ।	[768, 688, 1015, 802]
article-pec	[768, 585, 1014, 860]
samadhan-col1	[10, 778, 126, 920]
vigilance-para-6: ਸ਼ਿਕਾਇਤਕਰਤਾ ਦੇ ਸ਼ਿਕਾਇਤ ਮੰਡਲ ਸਬੰਧੀ ਗੱਲਬਾਤ ਵਿਚਾਰਕ ਕਰ ਰਹੀ ਸੀ।	[854, 165, 1014, 187]
school-para-3: ਨਵੀਨਤਾ ਅਤੇ ਤਕਨੀਕੀ ਯਤਨਾਂ ਸਦਕਾ ਵਿਦਿਆਰਥੀਆਂ ਨੇ ਇਹ ਸਫਲਤਾ ਹਾਸਲ ਕੀਤੀ। ਅਧਿਆਪਕਾਂ ਨੇ ਵੀ ਉਨ੍ਹਾਂ ਦੀ ਮਿਹਨਤ ਦੀ ਸ਼ਲਾਘਾ ਕੀਤੀ।	[10, 1590, 127, 1635]
divider	[519, 644, 751, 645]
divider	[519, 865, 1014, 868]
divider	[10, 1097, 497, 1098]
pec-dateline: ਚੰਡੀਗੜ੍ਹ, 09 ਫਰਵਰੀ (ਪੈਗਾਮ-ਏ-ਜਗਤ)	[787, 674, 913, 685]
strike-dateline: ਪੈਗਾਮ-ਏ-ਜਗਤ ਗੜ੍ਹਸ਼ੰਕਰ (ਹਰੀ ਕ੍ਰਿਸ਼ਨ ਸ਼ੰਕਰ)	[519, 417, 669, 428]
edition-line: ਐਸ.ਏ.ਐਸ. ਨਗਰ/ਚੰਡੀਗੜ੍ਹ/ਡੇਰਾਬੱਸੀ/ਅੰਬਾਲਾ/ਹਿਸਾਰ/ਗੜ੍ਹਸ਼ੰਕਰ/ਰਤੀਆ	[170, 34, 825, 62]
bobby-para-3: ਮੀਟਿੰਗ ਦੇ ਸ਼ੁਰੂਆਤ ਕਲੱਬ ਦੇ ਅਹੁਦੇਦਾਰ ਇਸ ਹਰਸ਼ ਹੋਏ ਜੀਵਨ ਹੋਇਆ, ਸਮੂਹਾਂ ਡਾ. ਨਾਸ਼ਿਬ ਸਿੰਘ ਮੰਡੇਰ ਨੇ ਕਲੱਬ ਦੀਆਂ ਗਤੀਵਿਧੀਆਂ ਦੀ ਸਮੀਖਿਆ ਕੀਤੀ ਅਤੇ ਕਲੱਬ ਦੀ ਆਰਥਿਕ ਹਾਲਤ ਬਾਰੇ ਵੀ ਜਾਣਕਾਰੀ ਦਿੱਤੀ ਸਰਬਸੰਮਤੀ ਨਾਲ ਤੀਜੀ ਵਾਰ ਬੌਬੀ ਗੋਸਵਾਮੀ ਨੂੰ ਕਲੱਬ ਦਾ ਪ੍ਰਧਾਨ ਚੁਣਿਆ ਗਿਆ।	[300, 1102, 490, 1159]
